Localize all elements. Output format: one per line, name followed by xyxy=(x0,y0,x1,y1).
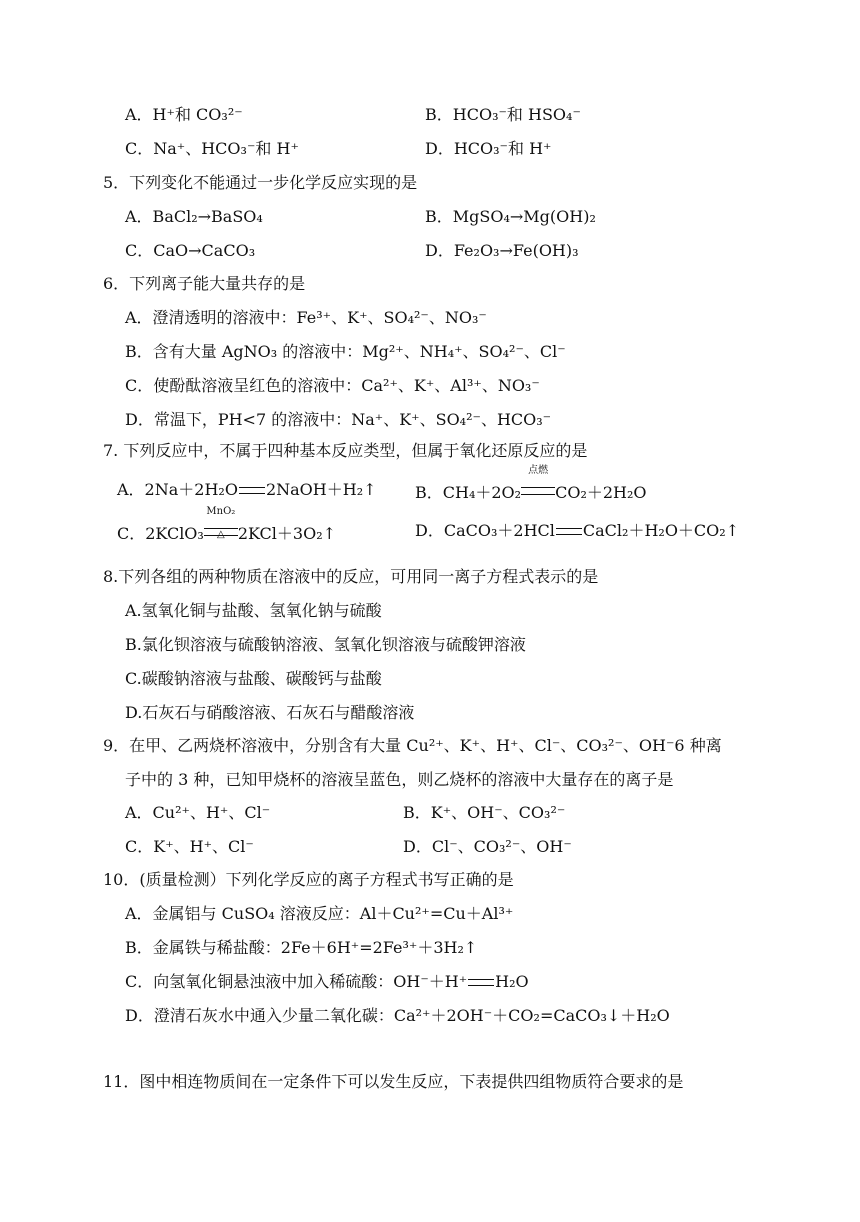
q10-option-a: A．金属铝与 CuSO₄ 溶液反应：Al＋Cu²⁺=Cu＋Al³⁺ xyxy=(125,904,514,923)
q7-b-condition: 点燃 xyxy=(528,465,549,476)
reaction-condition xyxy=(204,506,238,540)
q6-stem: 6．下列离子能大量共存的是 xyxy=(103,274,306,293)
q8-option-a: A.氢氧化铜与盐酸、氢氧化钠与硫酸 xyxy=(125,601,382,620)
q7-c-heat: △ xyxy=(216,529,225,540)
q10-option-c xyxy=(125,971,529,993)
equals-sign xyxy=(556,528,582,535)
q7-option-c xyxy=(117,506,337,545)
equals-sign xyxy=(468,979,494,986)
equals-sign xyxy=(239,487,265,494)
q9-stem-line1: 9．在甲、乙两烧杯溶液中，分别含有大量 Cu²⁺、K⁺、H⁺、Cl⁻、CO₃²⁻、OH⁻6 种离 xyxy=(103,736,722,755)
q9-option-d: D．Cl⁻、CO₃²⁻、OH⁻ xyxy=(403,837,572,856)
q7-a-left: A．2Na＋2H₂O xyxy=(117,480,238,499)
q5-option-d: D．Fe₂O₃→Fe(OH)₃ xyxy=(425,241,579,260)
q5-option-b: B．MgSO₄→Mg(OH)₂ xyxy=(425,207,596,226)
q7-c-catalyst: MnO₂ xyxy=(206,506,236,517)
q7-c-right: 2KCl＋3O₂↑ xyxy=(237,524,337,543)
q9-option-b: B．K⁺、OH⁻、CO₃²⁻ xyxy=(403,803,566,822)
q9-option-c: C．K⁺、H⁺、Cl⁻ xyxy=(125,837,254,856)
q7-c-left: C．2KClO₃ xyxy=(117,524,204,543)
q4-option-d: D．HCO₃⁻和 H⁺ xyxy=(425,139,552,158)
q5-option-c: C．CaO→CaCO₃ xyxy=(125,241,256,260)
q4-option-a: A．H⁺和 CO₃²⁻ xyxy=(125,105,243,124)
q7-b-right: CO₂＋2H₂O xyxy=(555,483,647,502)
q6-option-a: A．澄清透明的溶液中：Fe³⁺、K⁺、SO₄²⁻、NO₃⁻ xyxy=(125,308,487,327)
q7-stem: 7. 下列反应中，不属于四种基本反应类型，但属于氧化还原反应的是 xyxy=(103,441,588,460)
q4-option-b: B．HCO₃⁻和 HSO₄⁻ xyxy=(425,105,581,124)
q6-option-c: C．使酚酞溶液呈红色的溶液中：Ca²⁺、K⁺、Al³⁺、NO₃⁻ xyxy=(125,376,540,395)
q10-c-left: C．向氢氧化铜悬浊液中加入稀硫酸：OH⁻＋H⁺ xyxy=(125,972,468,991)
q9-stem-line2: 子中的 3 种，已知甲烧杯的溶液呈蓝色，则乙烧杯的溶液中大量存在的离子是 xyxy=(125,770,674,789)
q11-stem: 11．图中相连物质间在一定条件下可以发生反应，下表提供四组物质符合要求的是 xyxy=(103,1072,684,1091)
q7-option-a xyxy=(117,479,377,501)
q8-option-b: B.氯化钡溶液与硫酸钠溶液、氢氧化钡溶液与硫酸钾溶液 xyxy=(125,635,526,654)
q7-a-right: 2NaOH＋H₂↑ xyxy=(265,480,377,499)
q7-option-b xyxy=(415,465,647,504)
q10-stem: 10．(质量检测）下列化学反应的离子方程式书写正确的是 xyxy=(103,870,514,889)
q8-option-c: C.碳酸钠溶液与盐酸、碳酸钙与盐酸 xyxy=(125,669,382,688)
q8-stem: 8.下列各组的两种物质在溶液中的反应，可用同一离子方程式表示的是 xyxy=(103,567,599,586)
q10-option-b: B．金属铁与稀盐酸：2Fe＋6H⁺=2Fe³⁺＋3H₂↑ xyxy=(125,938,478,957)
q9-option-a: A．Cu²⁺、H⁺、Cl⁻ xyxy=(125,803,271,822)
q6-option-d: D．常温下，PH<7 的溶液中：Na⁺、K⁺、SO₄²⁻、HCO₃⁻ xyxy=(125,410,552,429)
q7-d-left: D．CaCO₃＋2HCl xyxy=(415,521,555,540)
q7-d-right: CaCl₂＋H₂O＋CO₂↑ xyxy=(582,521,740,540)
q7-option-d xyxy=(415,520,739,542)
q10-option-d: D．澄清石灰水中通入少量二氧化碳：Ca²⁺＋2OH⁻＋CO₂=CaCO₃↓＋H₂O xyxy=(125,1006,670,1025)
equals-sign xyxy=(521,487,555,495)
q5-option-a: A．BaCl₂→BaSO₄ xyxy=(125,207,263,226)
reaction-condition xyxy=(521,465,555,498)
q5-stem: 5．下列变化不能通过一步化学反应实现的是 xyxy=(103,173,418,192)
q7-b-left: B．CH₄＋2O₂ xyxy=(415,483,522,502)
q4-option-c: C．Na⁺、HCO₃⁻和 H⁺ xyxy=(125,139,299,158)
q8-option-d: D.石灰石与硝酸溶液、石灰石与醋酸溶液 xyxy=(125,703,415,722)
q10-c-right: H₂O xyxy=(495,972,529,991)
q6-option-b: B．含有大量 AgNO₃ 的溶液中：Mg²⁺、NH₄⁺、SO₄²⁻、Cl⁻ xyxy=(125,342,566,361)
